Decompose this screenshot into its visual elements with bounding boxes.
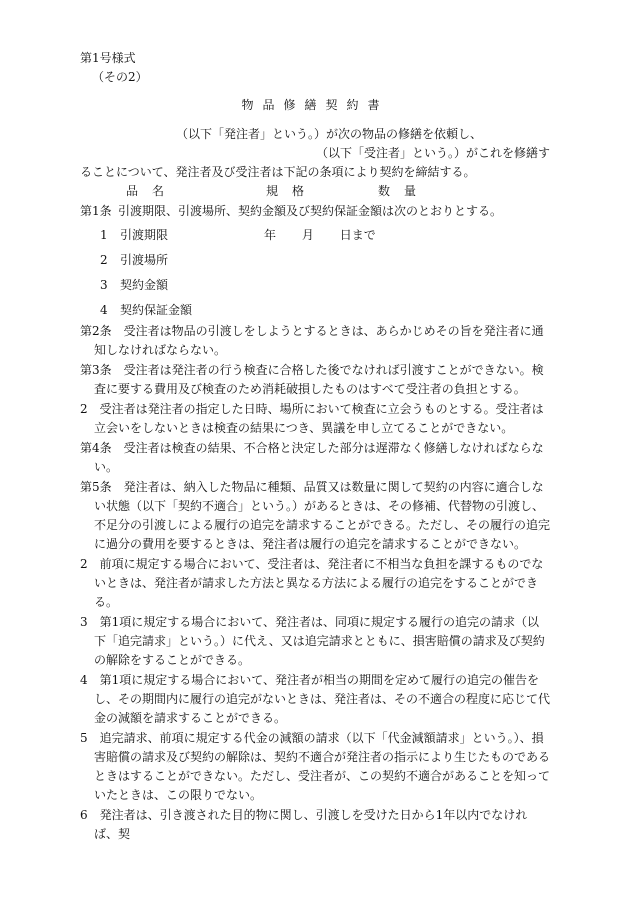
column-quantity: 数量 [378,184,431,198]
article-5-paragraph-4: 4 第1項に規定する場合において、発注者が相当の期間を定めて履行の追完の催告をし、その期間内に履行の追完がないときは、発注者は、その不適合の程度に応じて代金の減額を請求することができる。 [80,673,551,725]
item-number: 4 [100,303,108,317]
list-item [80,251,550,271]
article-3: 第3条 受注者は発注者の行う検査に合格した後でなければ引渡すことができない。検査に要する費用及び検査のため消耗破損したものはすべて受注者の負担とする。 [80,363,544,396]
month-label: 月 [301,228,314,242]
article-1-number: 第1条 [80,204,112,218]
article-4: 第4条 受注者は検査の結果、不合格と決定した部分は遅滞なく修繕しなければならない。 [80,441,544,474]
list-item [80,276,550,296]
document-title: 物品修繕契約書 [241,98,389,112]
item-number: 1 [100,228,108,242]
delivery-date [230,226,376,246]
article-1 [80,202,550,221]
article-2: 第2条 受注者は物品の引渡しをしようとするときは、あらかじめその旨を発注者に通知しなければならない。 [80,324,544,357]
item-label: 引渡場所 [120,253,169,267]
article-5-paragraph-6: 6 発注者は、引き渡された目的物に関し、引渡しを受けた日から1年以内でなければ、契 [80,808,528,841]
article-5: 第5条 発注者は、納入した物品に種類、品質又は数量に関して契約の内容に適合しない状態（以下「契約不適合」という。）があるときは、その修補、代替物の引渡し、不足分の引渡しによる履行の追完を請求することができる。ただし、その履行の追完に過分の費用を要するときは、発注者は履行の追完を請求することができない。 [80,480,551,551]
intro-line-3: ることについて、発注者及び受注者は下記の条項により契約を締結する。 [80,165,476,179]
list-item [80,301,550,321]
article-1-text: 引渡期限、引渡場所、契約金額及び契約保証金額は次のとおりとする。 [118,204,503,218]
year-label: 年 [264,228,277,242]
list-item [80,226,550,246]
form-subtitle: （その2） [92,70,148,84]
article-5-paragraph-2: 2 前項に規定する場合において、受注者は、発注者に不相当な負担を課するものでないときは、発注者が請求した方法と異なる方法による履行の追完をすることができる。 [80,557,544,609]
column-spec: 規格 [266,184,319,198]
item-number: 3 [100,278,108,292]
article-5-paragraph-5: 5 追完請求、前項に規定する代金の減額の請求（以下「代金減額請求」という。）、損害賠償の請求及び契約の解除は、契約不適合が発注者の指示により生じたものであるときはすることができない。ただし、受注者が、この契約不適合があることを知っていたときは、この限りでない。 [80,731,551,802]
intro-line-2: （以下「受注者」という。）がこれを修繕す [315,146,550,160]
article-5-paragraph-3: 3 第1項に規定する場合において、発注者は、同項に規定する履行の追完の請求（以下「追完請求」という。）に代え、又は追完請求とともに、損害賠償の請求及び契約の解除をすることができる。 [80,615,545,667]
intro-line-1: （以下「発注者」という。）が次の物品の修繕を依頼し、 [176,127,483,141]
item-label: 引渡期限 [120,228,169,242]
day-label: 日まで [339,228,376,242]
article-3-paragraph-2: 2 受注者は発注者の指定した日時、場所において検査に立会うものとする。受注者は立会いをしないときは検査の結果につき、異議を申し立てることができない。 [80,402,544,435]
column-item-name: 品名 [126,184,179,198]
item-label: 契約金額 [120,278,169,292]
item-number: 2 [100,253,108,267]
document-page [80,49,550,844]
item-columns [80,182,550,202]
item-label: 契約保証金額 [120,303,193,317]
form-number: 第1号様式 [80,51,136,65]
